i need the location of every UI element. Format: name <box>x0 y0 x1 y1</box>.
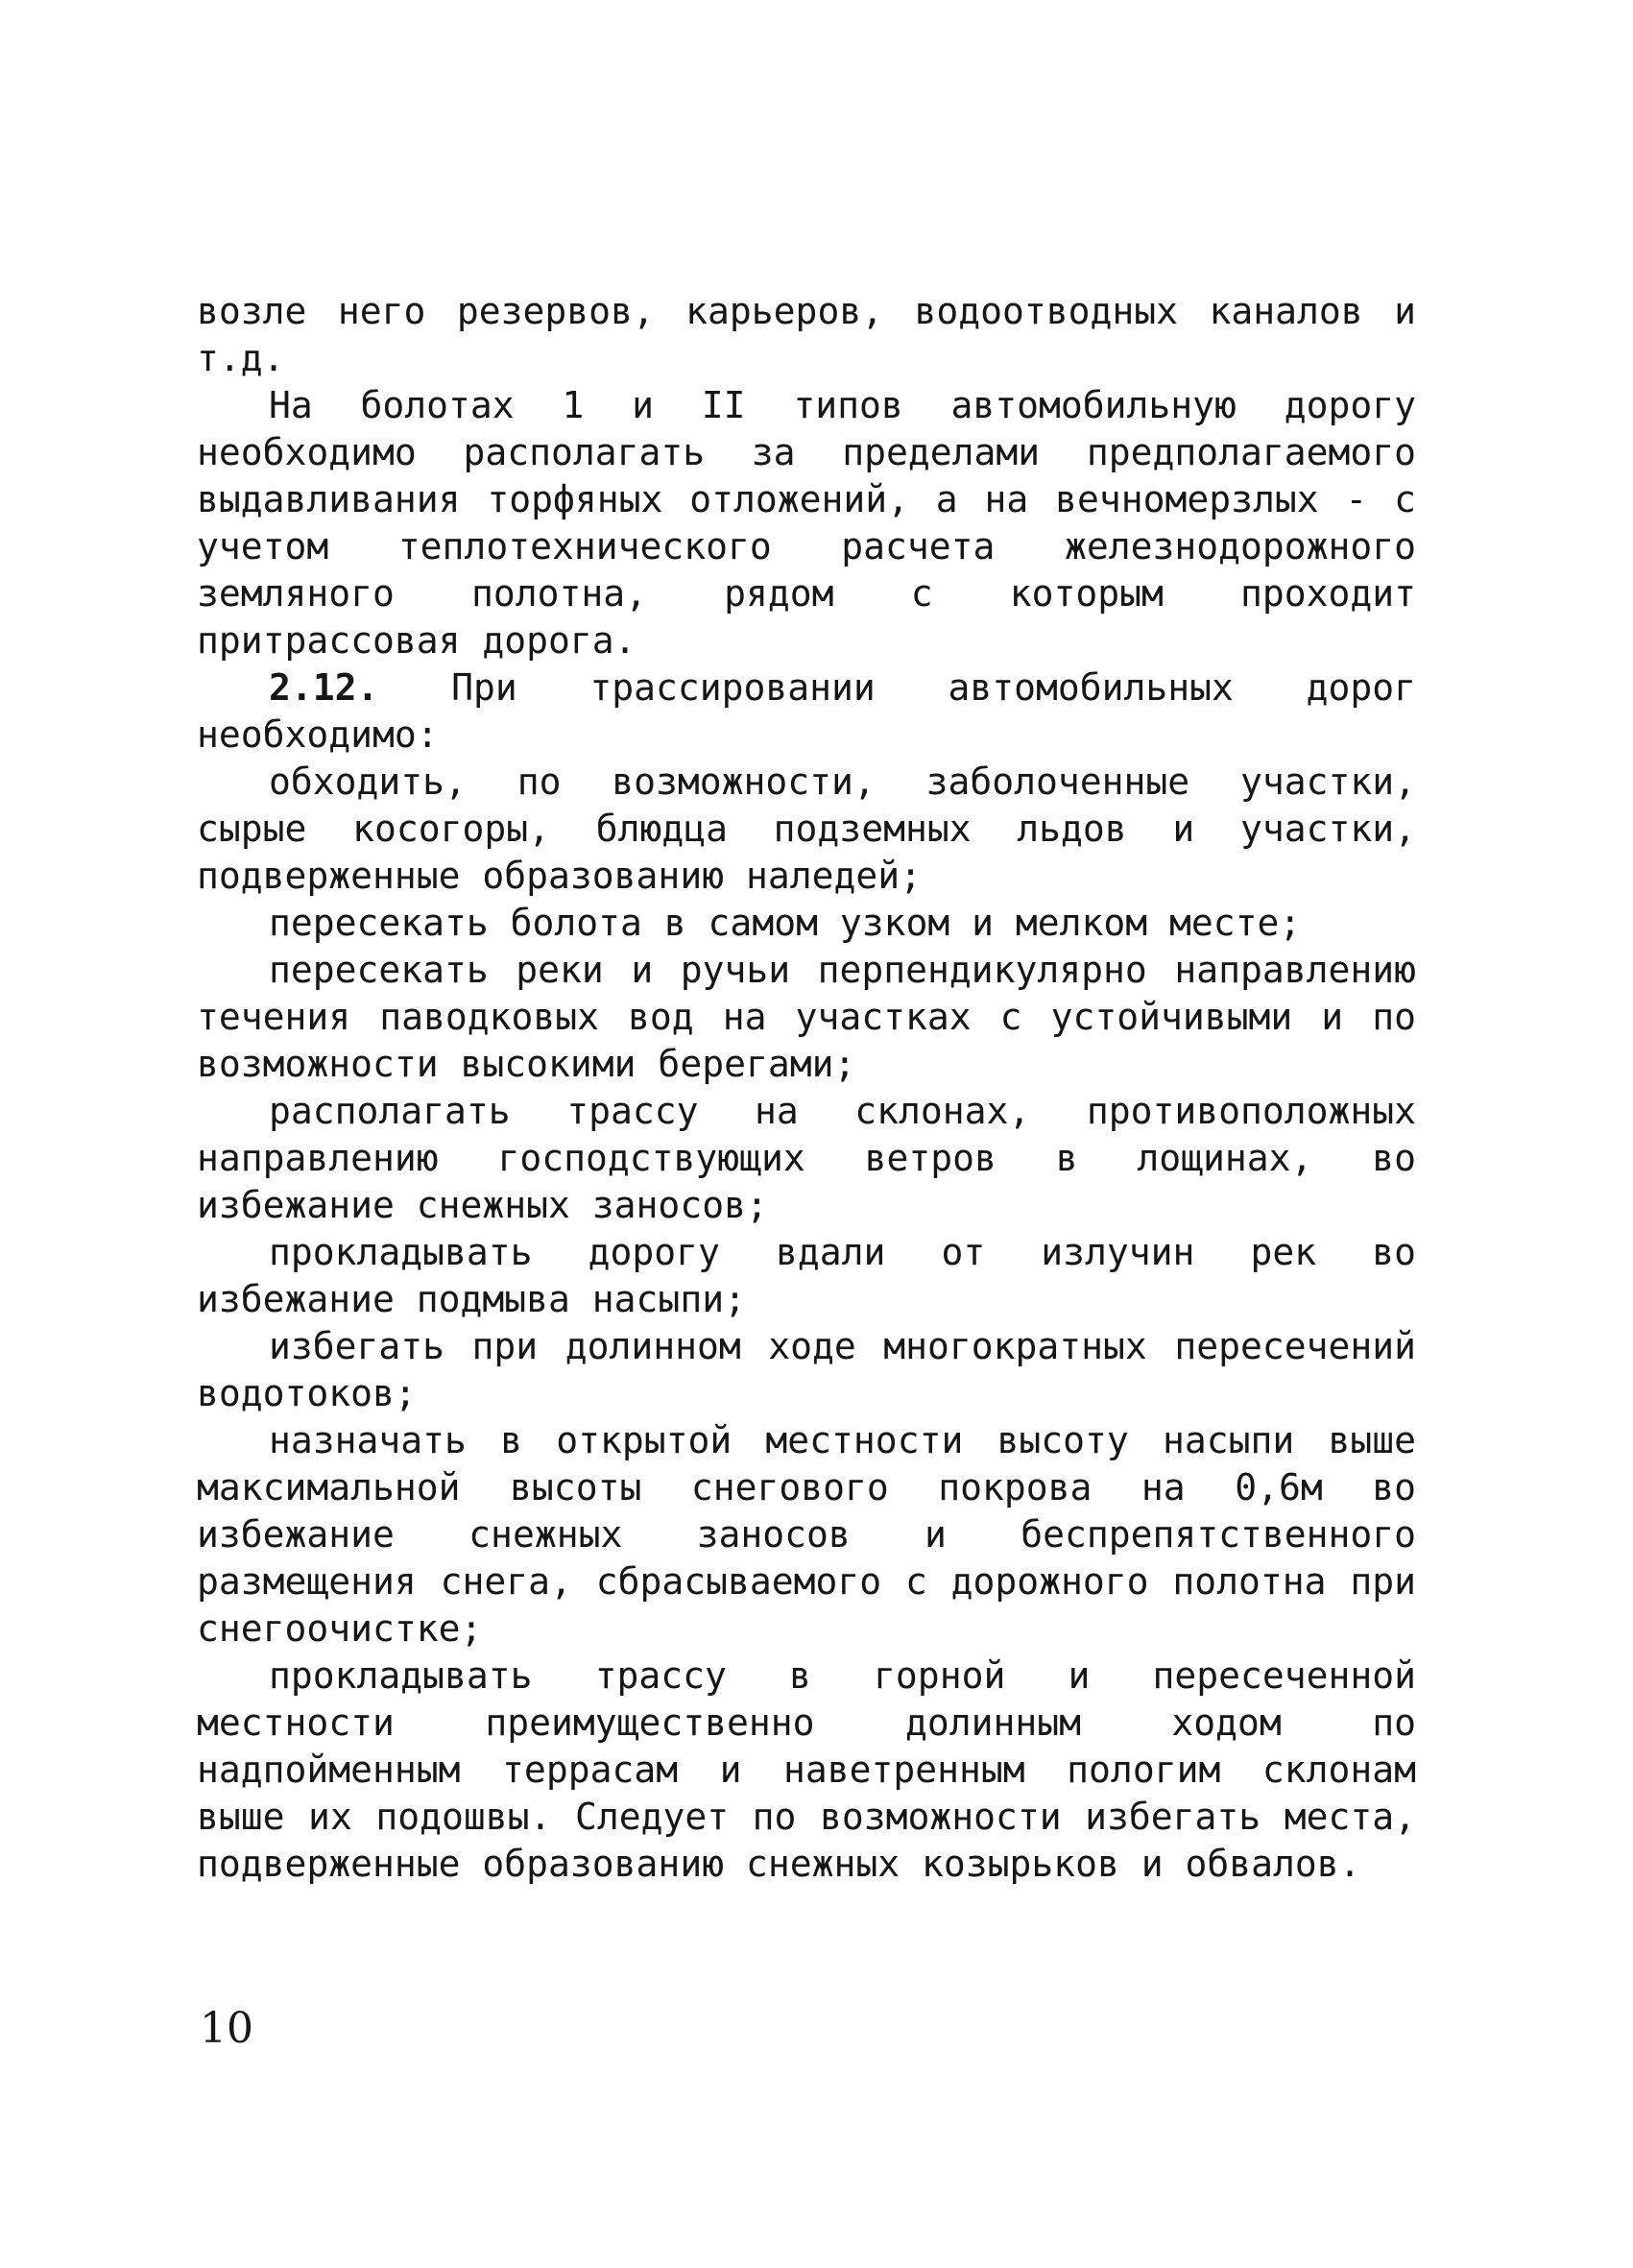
list-item-cross-swamps: пересекать болота в самом узком и мелком месте; <box>269 902 1302 944</box>
clause-number: 2.12. <box>269 666 379 709</box>
paragraph-continuation: возле него резервов, карьеров, водоотводных каналов и т.д. <box>197 290 1416 379</box>
list-item-watercourses: избегать при долинном ходе многократных пересечений водотоков; <box>197 1325 1416 1414</box>
list-item-river-bends: прокладывать дорогу вдали от излучин рек во избежание подмыва насыпи; <box>197 1231 1416 1320</box>
paragraph-swamps: На болотах 1 и II типов автомобильную дорогу необходимо располагать за пределами предполагаемого выдавливания торфяных отложений, а на вечномерзлых - с учетом теплотехнического расчета железнодорожного земляного полотна, рядом с которым проходит притрассовая дорога. <box>197 384 1416 662</box>
page-number: 10 <box>200 2004 253 2053</box>
list-item-cross-rivers: пересекать реки и ручьи перпендикулярно направлению течения паводковых вод на участках с устойчивыми и по возможности высокими берегами; <box>197 949 1416 1085</box>
list-item-mountain-route: прокладывать трассу в горной и пересеченной местности преимущественно долинным ходом по надпойменным террасам и наветренным пологим склонам выше их подошвы. Следует по возможности избегать места, подверженные образованию снежных козырьков и обвалов. <box>197 1654 1416 1885</box>
list-item-slopes: располагать трассу на склонах, противоположных направлению господствующих ветров в лощинах, во избежание снежных заносов; <box>197 1090 1416 1226</box>
list-item-bypass: обходить, по возможности, заболоченные участки, сырые косогоры, блюдца подземных льдов и участки, подверженные образованию наледей; <box>197 760 1416 897</box>
list-item-embankment-height: назначать в открытой местности высоту насыпи выше максимальной высоты снегового покрова на 0,6м во избежание снежных заносов и беспрепятственного размещения снега, сбрасываемого с дорожного полотна при снегоочистке; <box>197 1419 1416 1650</box>
clause-intro-text: При трассировании автомобильных дорог необходимо: <box>197 666 1416 756</box>
body-text <box>197 288 1416 1888</box>
paragraph-clause-2-12 <box>197 664 1416 759</box>
